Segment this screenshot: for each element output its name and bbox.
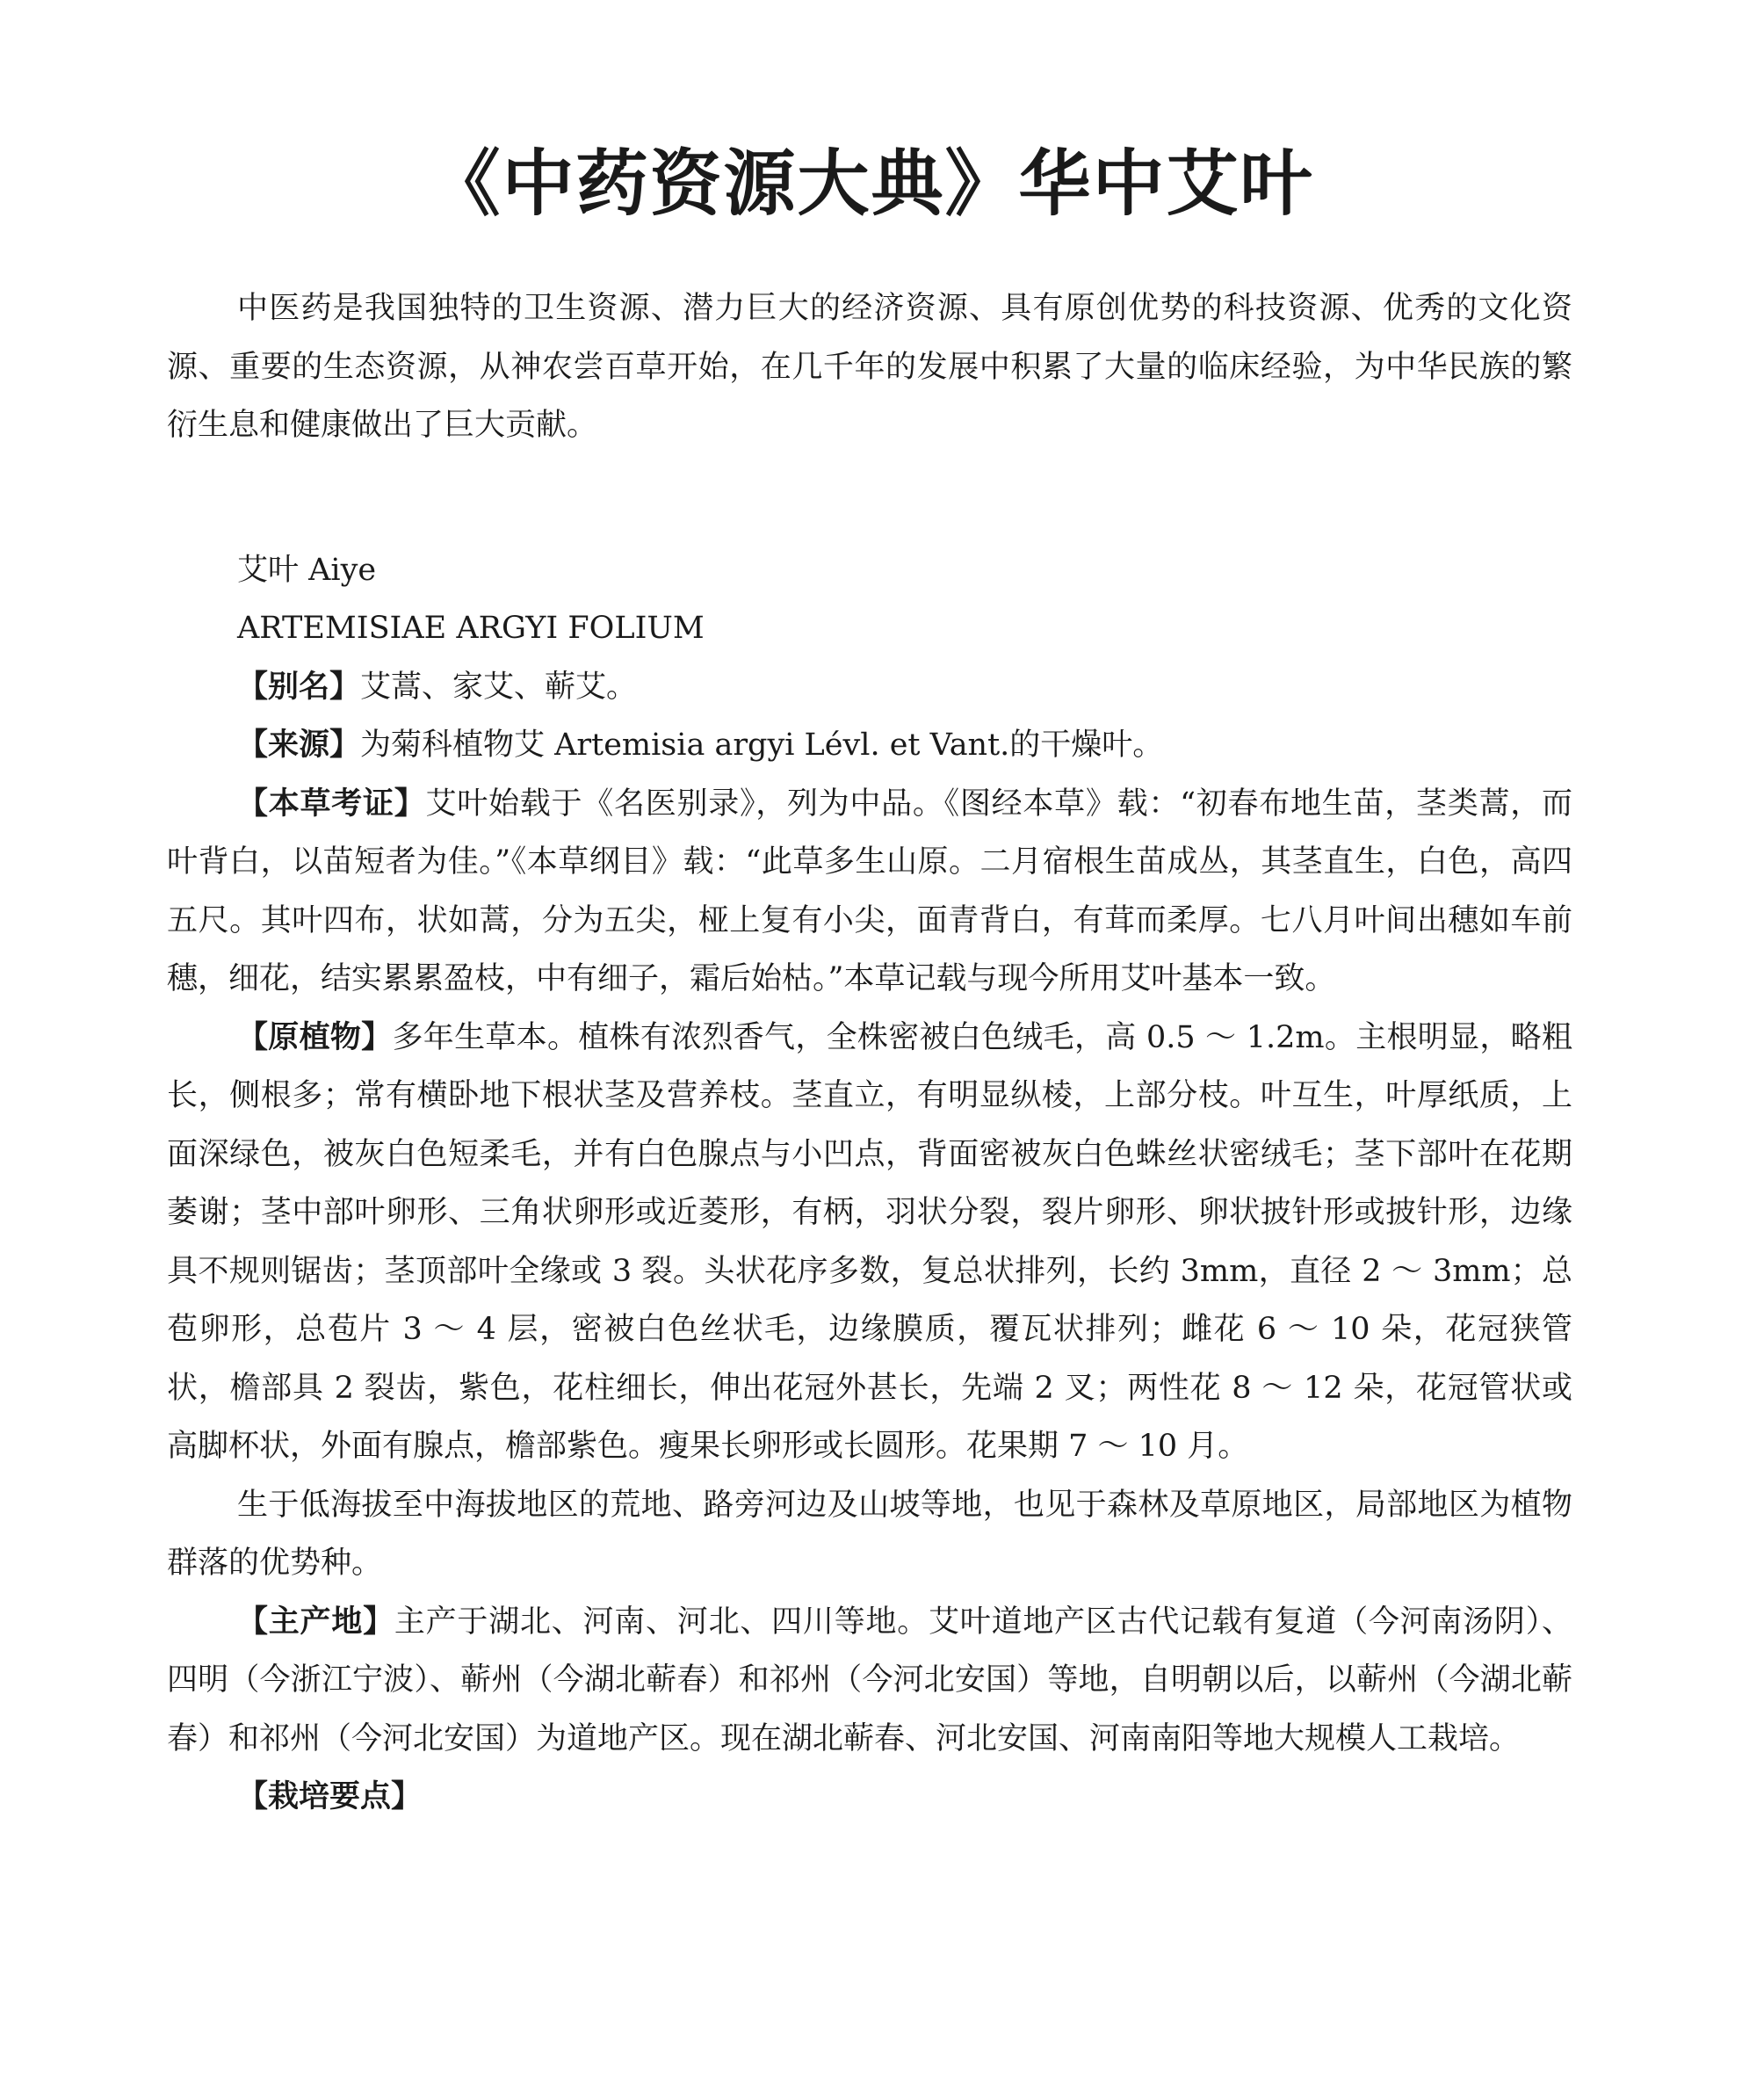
original-plant-section: [167, 1009, 1572, 1476]
alias-heading: 【别名】: [237, 669, 361, 705]
cultivation-section: [167, 1768, 1572, 1827]
original-plant-heading: 【原植物】: [237, 1019, 393, 1055]
original-plant-text: 多年生草本。植株有浓烈香气，全株密被白色绒毛，高 0.5 ～ 1.2m。主根明显，略粗长，侧根多；常有横卧地下根状茎及营养枝。茎直立，有明显纵棱，上部分枝。叶互生，叶厚纸质，上面深绿色，被灰白色短柔毛，并有白色腺点与小凹点，背面密被灰白色蛛丝状密绒毛；茎下部叶在花期萎谢；茎中部叶卵形、三角状卵形或近菱形，有柄，羽状分裂，裂片卵形、卵状披针形或披针形，边缘具不规则锯齿；茎顶部叶全缘或 3 裂。头状花序多数，复总状排列，长约 3mm，直径 2 ～ 3mm；总苞卵形，总苞片 3 ～ 4 层，密被白色丝状毛，边缘膜质，覆瓦状排列；雌花 6 ～ 10 朵，花冠狭管状，檐部具 2 裂齿，紫色，花柱细长，伸出花冠外甚长，先端 2 叉；两性花 8 ～ 12 朵，花冠管状或高脚杯状，外面有腺点，檐部紫色。瘦果长卵形或长圆形。花果期 7 ～ 10 月。: [167, 1019, 1572, 1464]
production-area-section: [167, 1593, 1572, 1769]
source-heading: 【来源】: [237, 728, 361, 763]
production-area-heading: 【主产地】: [237, 1604, 394, 1640]
production-area-text: 主产于湖北、河南、河北、四川等地。艾叶道地产区古代记载有复道（今河南汤阴）、四明（今浙江宁波）、蕲州（今湖北蕲春）和祁州（今河北安国）等地，自明朝以后，以蕲州（今湖北蕲春）和祁州（今河北安国）为道地产区。现在湖北蕲春、河北安国、河南南阳等地大规模人工栽培。: [167, 1604, 1572, 1756]
intro-paragraph: 中医药是我国独特的卫生资源、潜力巨大的经济资源、具有原创优势的科技资源、优秀的文化资源、重要的生态资源，从神农尝百草开始，在几千年的发展中积累了大量的临床经验，为中华民族的繁衍生息和健康做出了巨大贡献。: [167, 291, 1572, 443]
alias-text: 艾蒿、家艾、蕲艾。: [360, 669, 638, 705]
textual-research-text: 艾叶始载于《名医别录》，列为中品。《图经本草》载：“初春布地生苗，茎类蒿，而叶背白，以苗短者为佳。”《本草纲目》载：“此草多生山原。二月宿根生苗成丛，其茎直生，白色，高四五尺。其叶四布，状如蒿，分为五尖，桠上复有小尖，面青背白，有茸而柔厚。七八月叶间出穗如车前穗，细花，结实累累盈枝，中有细子，霜后始枯。”本草记载与现今所用艾叶基本一致。: [167, 786, 1572, 996]
page-title: 《中药资源大典》华中艾叶: [428, 141, 1314, 226]
entry-latin-name: ARTEMISIAE ARGYI FOLIUM: [237, 611, 705, 646]
textual-research-section: [167, 775, 1572, 1009]
source-section: [167, 716, 1572, 775]
document-body: [167, 279, 1572, 1827]
entry-name: 艾叶 Aiye: [237, 552, 377, 588]
cultivation-heading: 【栽培要点】: [237, 1779, 423, 1814]
alias-section: [167, 658, 1572, 717]
textual-research-heading: 【本草考证】: [237, 786, 426, 822]
habitat-paragraph: 生于低海拔至中海拔地区的荒地、路旁河边及山坡等地，也见于森林及草原地区，局部地区为植物群落的优势种。: [167, 1487, 1572, 1581]
source-text: 为菊科植物艾 Artemisia argyi Lévl. et Vant.的干燥叶。: [360, 728, 1164, 763]
